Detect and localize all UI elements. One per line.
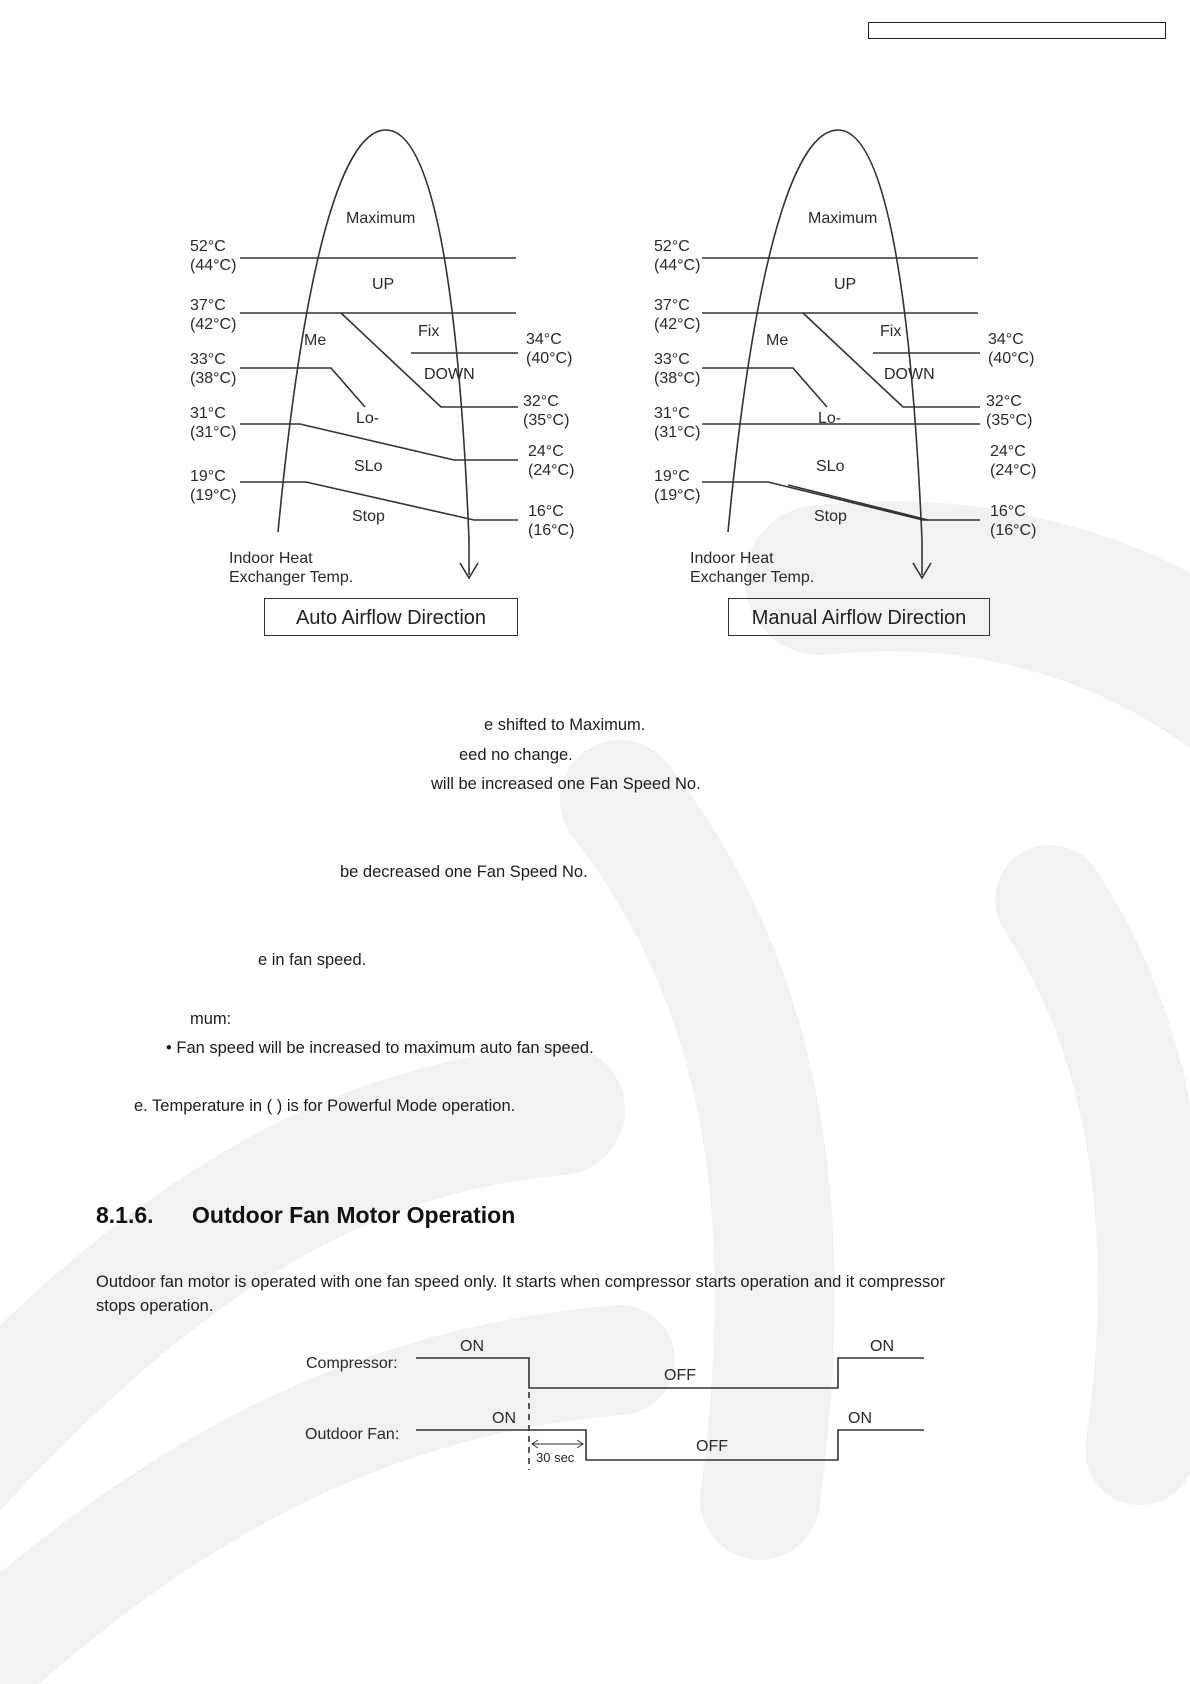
note-line: eed no change. (459, 746, 573, 764)
timing-graphics (296, 1330, 936, 1480)
zone-slo: SLo (354, 458, 383, 475)
zone-up: UP (372, 276, 395, 293)
zone-lo: Lo- (818, 410, 842, 427)
zone-slo: SLo (816, 458, 845, 475)
zone-maximum: Maximum (808, 210, 878, 227)
zone-me: Me (766, 332, 789, 349)
compressor-off: OFF (664, 1367, 696, 1384)
airflow-diagram-manual (648, 120, 1068, 650)
temp-right-3: 24°C (24°C) (990, 443, 1037, 479)
line-19c-16c-second (788, 485, 928, 520)
axis-label: Indoor Heat Exchanger Temp. (229, 550, 354, 586)
temp-right-1: 34°C (40°C) (988, 331, 1035, 367)
zone-fix: Fix (880, 323, 902, 340)
section-paragraph: Outdoor fan motor is operated with one fan speed only. It starts when compressor starts operation and it compressor stops operation. (96, 1273, 945, 1315)
temp-right-2: 32°C (35°C) (986, 393, 1033, 429)
compressor-on-2: ON (870, 1338, 894, 1355)
zone-fix: Fix (418, 323, 440, 340)
temp-left-1: 52°C (44°C) (190, 238, 237, 274)
temp-left-3: 33°C (38°C) (654, 351, 701, 387)
line-31c-24c (240, 424, 518, 460)
zone-lo: Lo- (356, 410, 380, 427)
fan-off: OFF (696, 1438, 728, 1455)
note-line: mum: (190, 1010, 232, 1028)
axis-label: Indoor Heat Exchanger Temp. (690, 550, 815, 586)
temp-left-4: 31°C (31°C) (190, 405, 237, 441)
temp-left-2: 37°C (42°C) (190, 297, 237, 333)
line-33c (240, 368, 365, 407)
temp-left-1: 52°C (44°C) (654, 238, 701, 274)
compressor-label: Compressor: (306, 1355, 398, 1372)
temp-left-2: 37°C (42°C) (654, 297, 701, 333)
section-title: Outdoor Fan Motor Operation (192, 1202, 516, 1228)
temp-right-2: 32°C (35°C) (523, 393, 570, 429)
temp-right-1: 34°C (40°C) (526, 331, 573, 367)
caption-manual-airflow: Manual Airflow Direction (728, 598, 990, 636)
caption-auto-airflow: Auto Airflow Direction (264, 598, 518, 636)
zone-stop: Stop (352, 508, 385, 525)
note-line: e. Temperature in ( ) is for Powerful Mode operation. (134, 1097, 516, 1115)
section-number: 8.1.6. (96, 1202, 154, 1228)
note-line: e shifted to Maximum. (484, 716, 646, 734)
temp-left-5: 19°C (19°C) (190, 468, 237, 504)
temp-right-4: 16°C (16°C) (990, 503, 1037, 539)
airflow-diagram-auto (186, 120, 606, 650)
compressor-on-1: ON (460, 1338, 484, 1355)
line-33c (702, 368, 827, 407)
temp-right-4: 16°C (16°C) (528, 503, 575, 539)
temp-right-3: 24°C (24°C) (528, 443, 575, 479)
fan-on-1: ON (492, 1410, 516, 1427)
temp-left-5: 19°C (19°C) (654, 468, 701, 504)
zone-down: DOWN (884, 366, 935, 383)
note-line: • Fan speed will be increased to maximum auto fan speed. (166, 1039, 594, 1057)
zone-me: Me (304, 332, 327, 349)
fan-on-2: ON (848, 1410, 872, 1427)
zone-down: DOWN (424, 366, 475, 383)
delay-label: 30 sec (536, 1450, 575, 1465)
zone-maximum: Maximum (346, 210, 416, 227)
temp-left-4: 31°C (31°C) (654, 405, 701, 441)
temp-left-3: 33°C (38°C) (190, 351, 237, 387)
note-line: will be increased one Fan Speed No. (431, 775, 701, 793)
fan-label: Outdoor Fan: (305, 1426, 400, 1443)
header-box (868, 22, 1166, 39)
note-line: be decreased one Fan Speed No. (340, 863, 588, 881)
zone-up: UP (834, 276, 857, 293)
fan-signal (416, 1430, 924, 1460)
note-line: e in fan speed. (258, 951, 367, 969)
timing-diagram (296, 1330, 936, 1480)
zone-stop: Stop (814, 508, 847, 525)
section-heading (96, 1202, 515, 1229)
